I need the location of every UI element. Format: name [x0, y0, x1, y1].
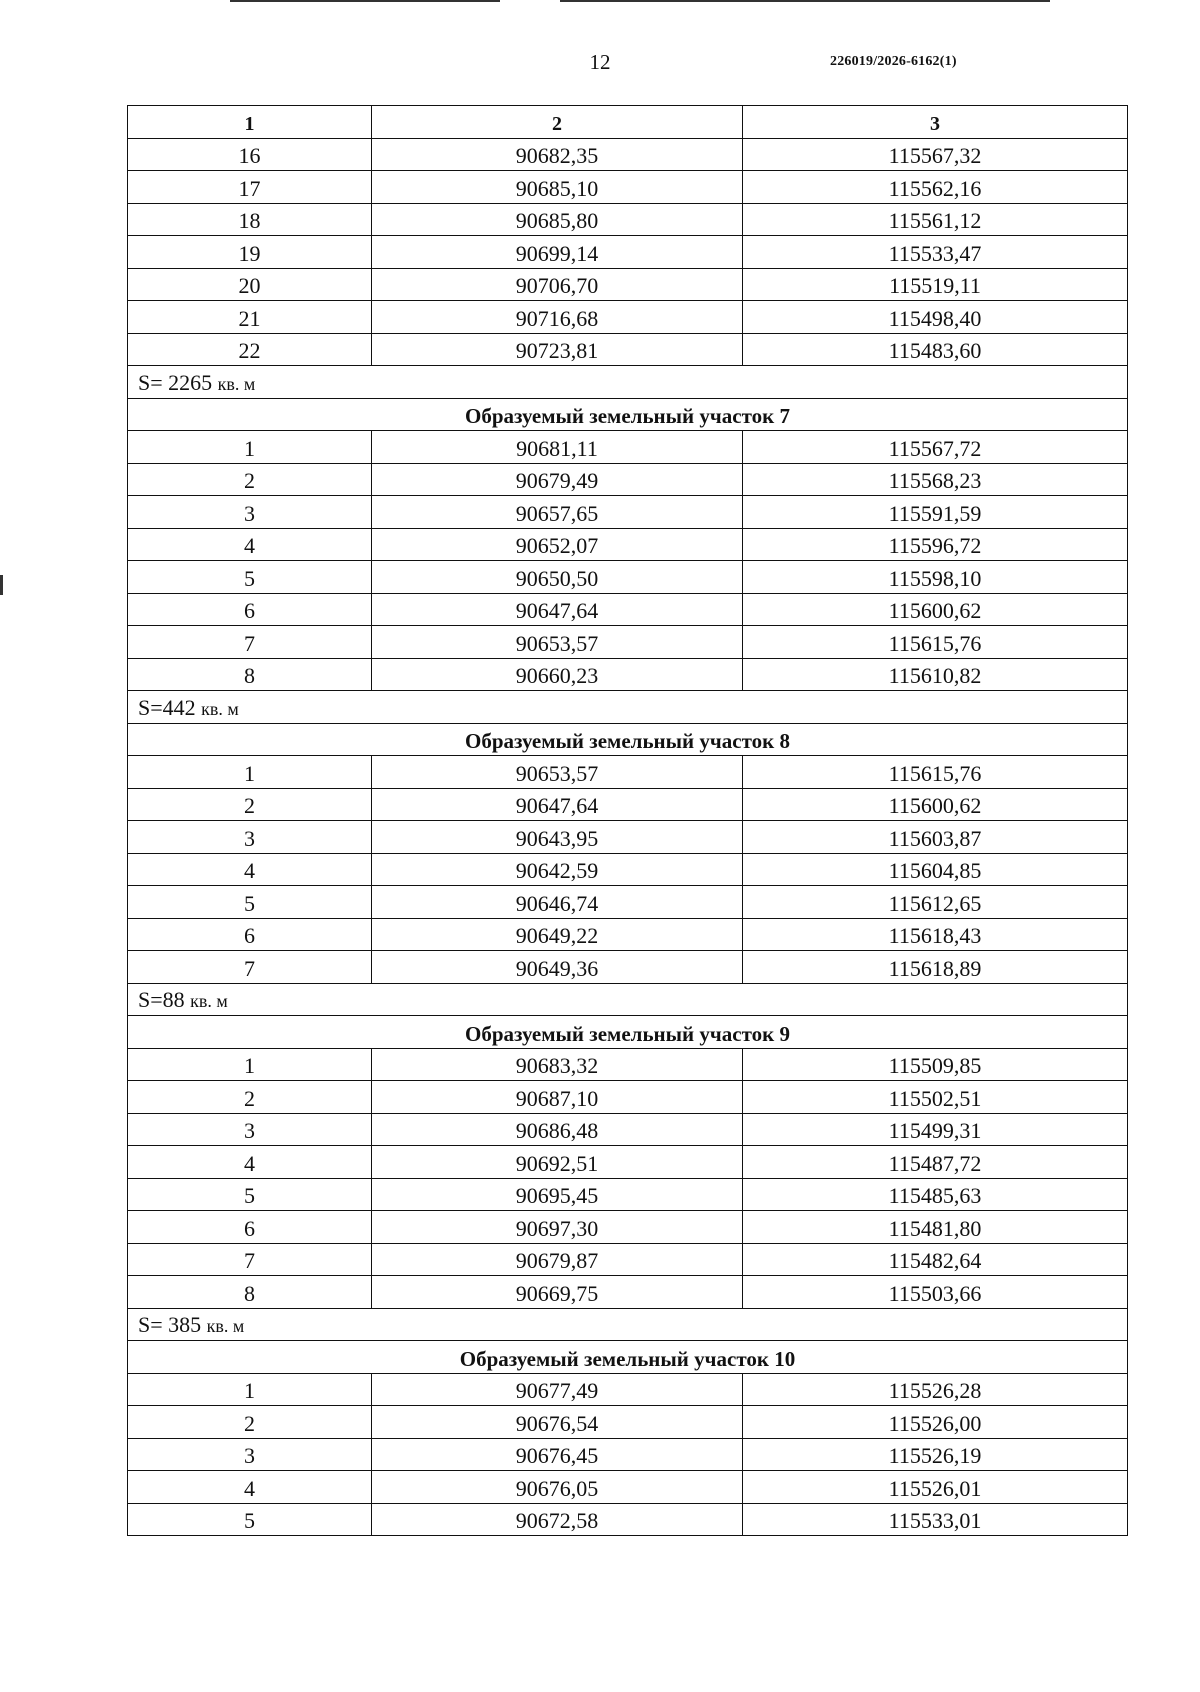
area-cell	[128, 691, 1128, 724]
point-number-cell: 21	[128, 301, 372, 334]
coordinates-table-body	[128, 106, 1128, 1536]
table-header-row	[128, 106, 1128, 139]
y-coordinate-cell: 115562,16	[743, 171, 1128, 204]
x-coordinate-cell: 90683,32	[372, 1048, 743, 1081]
table-row	[128, 593, 1128, 626]
table-row	[128, 463, 1128, 496]
point-number-cell: 5	[128, 1178, 372, 1211]
y-coordinate-cell: 115596,72	[743, 528, 1128, 561]
x-coordinate-cell: 90676,54	[372, 1406, 743, 1439]
y-coordinate-cell: 115598,10	[743, 561, 1128, 594]
table-row	[128, 1178, 1128, 1211]
column-header: 2	[372, 106, 743, 139]
y-coordinate-cell: 115499,31	[743, 1113, 1128, 1146]
y-coordinate-cell: 115526,01	[743, 1471, 1128, 1504]
x-coordinate-cell: 90723,81	[372, 333, 743, 366]
table-row	[128, 951, 1128, 984]
x-coordinate-cell: 90686,48	[372, 1113, 743, 1146]
point-number-cell: 4	[128, 1146, 372, 1179]
point-number-cell: 6	[128, 593, 372, 626]
y-coordinate-cell: 115591,59	[743, 496, 1128, 529]
section-title-row	[128, 1016, 1128, 1049]
table-row	[128, 236, 1128, 269]
x-coordinate-cell: 90682,35	[372, 138, 743, 171]
x-coordinate-cell: 90649,22	[372, 918, 743, 951]
document-reference: 226019/2026-6162(1)	[830, 54, 957, 69]
table-row	[128, 1211, 1128, 1244]
table-row	[128, 496, 1128, 529]
table-row	[128, 1146, 1128, 1179]
point-number-cell: 1	[128, 1048, 372, 1081]
area-cell	[128, 983, 1128, 1016]
table-row	[128, 1438, 1128, 1471]
x-coordinate-cell: 90716,68	[372, 301, 743, 334]
table-row	[128, 1276, 1128, 1309]
y-coordinate-cell: 115482,64	[743, 1243, 1128, 1276]
x-coordinate-cell: 90652,07	[372, 528, 743, 561]
area-value: S= 2265	[138, 369, 213, 395]
x-coordinate-cell: 90647,64	[372, 788, 743, 821]
x-coordinate-cell: 90643,95	[372, 821, 743, 854]
point-number-cell: 7	[128, 1243, 372, 1276]
table-row	[128, 853, 1128, 886]
y-coordinate-cell: 115502,51	[743, 1081, 1128, 1114]
page-number: 12	[589, 50, 611, 74]
x-coordinate-cell: 90687,10	[372, 1081, 743, 1114]
y-coordinate-cell: 115603,87	[743, 821, 1128, 854]
area-row	[128, 691, 1128, 724]
y-coordinate-cell: 115503,66	[743, 1276, 1128, 1309]
point-number-cell: 8	[128, 1276, 372, 1309]
area-value: S=442	[138, 694, 196, 720]
y-coordinate-cell: 115612,65	[743, 886, 1128, 919]
table-row	[128, 301, 1128, 334]
section-title: Образуемый земельный участок 10	[128, 1341, 1128, 1374]
area-row	[128, 366, 1128, 399]
table-row	[128, 333, 1128, 366]
section-title-row	[128, 723, 1128, 756]
y-coordinate-cell: 115526,00	[743, 1406, 1128, 1439]
point-number-cell: 2	[128, 1081, 372, 1114]
table-row	[128, 561, 1128, 594]
y-coordinate-cell: 115618,89	[743, 951, 1128, 984]
section-title-row	[128, 1341, 1128, 1374]
scan-edge-mark	[0, 575, 3, 595]
point-number-cell: 6	[128, 1211, 372, 1244]
point-number-cell: 22	[128, 333, 372, 366]
x-coordinate-cell: 90660,23	[372, 658, 743, 691]
section-title: Образуемый земельный участок 8	[128, 723, 1128, 756]
point-number-cell: 4	[128, 528, 372, 561]
y-coordinate-cell: 115600,62	[743, 593, 1128, 626]
x-coordinate-cell: 90695,45	[372, 1178, 743, 1211]
y-coordinate-cell: 115618,43	[743, 918, 1128, 951]
table-row	[128, 658, 1128, 691]
area-unit: кв. м	[190, 991, 228, 1011]
section-title: Образуемый земельный участок 9	[128, 1016, 1128, 1049]
point-number-cell: 16	[128, 138, 372, 171]
point-number-cell: 4	[128, 1471, 372, 1504]
y-coordinate-cell: 115615,76	[743, 756, 1128, 789]
x-coordinate-cell: 90677,49	[372, 1373, 743, 1406]
x-coordinate-cell: 90646,74	[372, 886, 743, 919]
point-number-cell: 2	[128, 463, 372, 496]
table-row	[128, 1048, 1128, 1081]
table-row	[128, 431, 1128, 464]
column-header: 3	[743, 106, 1128, 139]
table-row	[128, 756, 1128, 789]
table-row	[128, 138, 1128, 171]
point-number-cell: 6	[128, 918, 372, 951]
x-coordinate-cell: 90650,50	[372, 561, 743, 594]
x-coordinate-cell: 90657,65	[372, 496, 743, 529]
y-coordinate-cell: 115604,85	[743, 853, 1128, 886]
x-coordinate-cell: 90647,64	[372, 593, 743, 626]
area-value: S=88	[138, 987, 185, 1012]
area-unit: кв. м	[206, 1316, 245, 1336]
point-number-cell: 3	[128, 1113, 372, 1146]
area-unit: кв. м	[217, 373, 256, 394]
y-coordinate-cell: 115600,62	[743, 788, 1128, 821]
table-row	[128, 1113, 1128, 1146]
x-coordinate-cell: 90679,49	[372, 463, 743, 496]
x-coordinate-cell: 90697,30	[372, 1211, 743, 1244]
table-row	[128, 626, 1128, 659]
x-coordinate-cell: 90706,70	[372, 268, 743, 301]
x-coordinate-cell: 90669,75	[372, 1276, 743, 1309]
area-row	[128, 1308, 1128, 1341]
table-row	[128, 918, 1128, 951]
x-coordinate-cell: 90699,14	[372, 236, 743, 269]
y-coordinate-cell: 115568,23	[743, 463, 1128, 496]
point-number-cell: 7	[128, 626, 372, 659]
section-title-row	[128, 398, 1128, 431]
point-number-cell: 1	[128, 756, 372, 789]
section-title: Образуемый земельный участок 7	[128, 398, 1128, 431]
point-number-cell: 5	[128, 1503, 372, 1536]
x-coordinate-cell: 90649,36	[372, 951, 743, 984]
x-coordinate-cell: 90676,05	[372, 1471, 743, 1504]
area-value: S= 385	[138, 1312, 202, 1337]
point-number-cell: 2	[128, 1406, 372, 1439]
point-number-cell: 3	[128, 496, 372, 529]
y-coordinate-cell: 115567,32	[743, 138, 1128, 171]
point-number-cell: 17	[128, 171, 372, 204]
top-scan-line	[560, 0, 1050, 2]
table-row	[128, 1373, 1128, 1406]
x-coordinate-cell: 90653,57	[372, 626, 743, 659]
column-header: 1	[128, 106, 372, 139]
table-row	[128, 1081, 1128, 1114]
y-coordinate-cell: 115526,19	[743, 1438, 1128, 1471]
x-coordinate-cell: 90676,45	[372, 1438, 743, 1471]
point-number-cell: 18	[128, 203, 372, 236]
y-coordinate-cell: 115498,40	[743, 301, 1128, 334]
table-row	[128, 268, 1128, 301]
y-coordinate-cell: 115519,11	[743, 268, 1128, 301]
point-number-cell: 7	[128, 951, 372, 984]
point-number-cell: 8	[128, 658, 372, 691]
x-coordinate-cell: 90692,51	[372, 1146, 743, 1179]
table-row	[128, 1406, 1128, 1439]
point-number-cell: 5	[128, 561, 372, 594]
x-coordinate-cell: 90681,11	[372, 431, 743, 464]
table-row	[128, 788, 1128, 821]
y-coordinate-cell: 115487,72	[743, 1146, 1128, 1179]
y-coordinate-cell: 115533,01	[743, 1503, 1128, 1536]
y-coordinate-cell: 115533,47	[743, 236, 1128, 269]
x-coordinate-cell: 90679,87	[372, 1243, 743, 1276]
table-row	[128, 203, 1128, 236]
table-row	[128, 886, 1128, 919]
y-coordinate-cell: 115483,60	[743, 333, 1128, 366]
table-row	[128, 1471, 1128, 1504]
table-row	[128, 1503, 1128, 1536]
point-number-cell: 3	[128, 821, 372, 854]
x-coordinate-cell: 90685,10	[372, 171, 743, 204]
y-coordinate-cell: 115561,12	[743, 203, 1128, 236]
x-coordinate-cell: 90642,59	[372, 853, 743, 886]
x-coordinate-cell: 90653,57	[372, 756, 743, 789]
y-coordinate-cell: 115509,85	[743, 1048, 1128, 1081]
coordinates-table	[127, 105, 1128, 1536]
point-number-cell: 2	[128, 788, 372, 821]
area-cell	[128, 366, 1128, 399]
area-cell	[128, 1308, 1128, 1341]
y-coordinate-cell: 115526,28	[743, 1373, 1128, 1406]
point-number-cell: 20	[128, 268, 372, 301]
point-number-cell: 19	[128, 236, 372, 269]
point-number-cell: 3	[128, 1438, 372, 1471]
y-coordinate-cell: 115567,72	[743, 431, 1128, 464]
y-coordinate-cell: 115481,80	[743, 1211, 1128, 1244]
y-coordinate-cell: 115615,76	[743, 626, 1128, 659]
point-number-cell: 4	[128, 853, 372, 886]
area-row	[128, 983, 1128, 1016]
table-row	[128, 821, 1128, 854]
y-coordinate-cell: 115485,63	[743, 1178, 1128, 1211]
x-coordinate-cell: 90672,58	[372, 1503, 743, 1536]
table-row	[128, 171, 1128, 204]
top-scan-line	[230, 0, 500, 2]
y-coordinate-cell: 115610,82	[743, 658, 1128, 691]
point-number-cell: 1	[128, 431, 372, 464]
point-number-cell: 1	[128, 1373, 372, 1406]
point-number-cell: 5	[128, 886, 372, 919]
table-row	[128, 1243, 1128, 1276]
x-coordinate-cell: 90685,80	[372, 203, 743, 236]
table-row	[128, 528, 1128, 561]
area-unit: кв. м	[201, 698, 239, 719]
